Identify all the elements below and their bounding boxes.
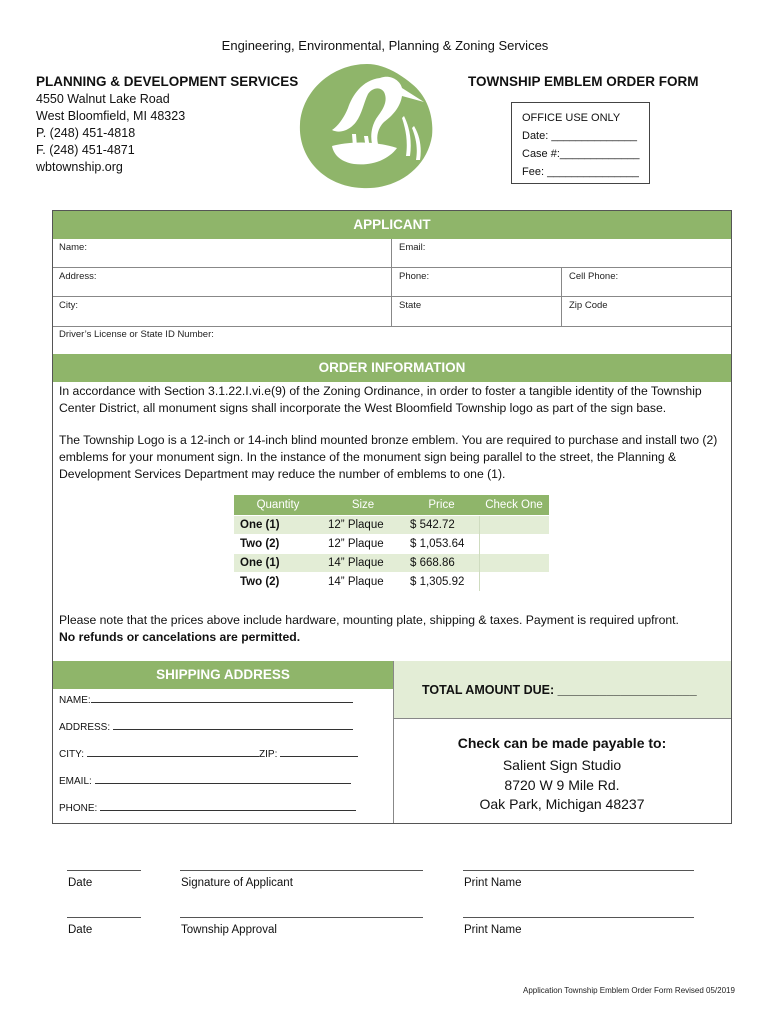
divider (53, 296, 731, 297)
order-paragraph-2: The Township Logo is a 12-inch or 14-inch blind mounted bronze emblem. You are required to purchase and install two (2) emblems for your monument sign. In the instance of the monument sign being parallel to the street, the Planning & Development Services Department may reduce the number of emblems to one (1). (59, 433, 718, 481)
print-name-line-1[interactable] (463, 870, 694, 871)
fax-number: F. (248) 451-4871 (36, 143, 135, 157)
row-size: 14” Plaque (322, 554, 404, 573)
office-use-date: Date: ______________ (522, 130, 637, 142)
shipping-city-label: CITY: (59, 749, 85, 760)
price-table (234, 495, 549, 591)
date-label-2: Date (68, 924, 93, 936)
print-name-line-2[interactable] (463, 917, 694, 918)
table-header-check-one: Check One (479, 495, 549, 516)
row-price: $ 1,305.92 (404, 573, 479, 592)
address-line-1: 4550 Walnut Lake Road (36, 92, 170, 106)
approval-label: Township Approval (181, 924, 277, 936)
township-approval-line[interactable] (180, 917, 423, 918)
row-quantity: Two (2) (234, 535, 322, 554)
order-paragraph-1: In accordance with Section 3.1.22.I.vi.e(9) of the Zoning Ordinance, in order to foster a tangible identity of the Township Center District, all monument signs shall incorporate the West Bloomfield Township logo as part of the sign base. (59, 384, 702, 415)
row-price: $ 1,053.64 (404, 535, 479, 554)
shipping-phone-field[interactable] (59, 800, 356, 814)
total-label: TOTAL AMOUNT DUE (422, 683, 551, 697)
phone-number: P. (248) 451-4818 (36, 126, 136, 140)
applicant-zip-field[interactable]: Zip Code (569, 300, 608, 311)
total-blank: : ____________________ (550, 683, 697, 697)
address-line-2: West Bloomfield, MI 48323 (36, 109, 186, 123)
print-name-label-2: Print Name (464, 924, 522, 936)
heron-emblem-logo (292, 56, 442, 192)
shipping-zip-label: ZIP: (259, 749, 278, 760)
applicant-address-field[interactable]: Address: (59, 271, 97, 282)
row-quantity: One (1) (234, 516, 322, 535)
applicant-phone-field[interactable]: Phone: (399, 271, 430, 282)
total-amount-due[interactable] (422, 683, 697, 697)
no-refunds-note: No refunds or cancelations are permitted. (59, 630, 301, 644)
footer-revision: Application Township Emblem Order Form Revised 05/2019 (523, 986, 735, 995)
check-one-cell[interactable] (479, 535, 549, 554)
office-use-box (511, 102, 650, 184)
table-header-price: Price (404, 495, 479, 516)
row-quantity: One (1) (234, 554, 322, 573)
table-row (234, 535, 549, 554)
payable-title: Check can be made payable to: (457, 735, 667, 751)
table-row (234, 573, 549, 592)
shipping-city-line[interactable] (87, 746, 259, 757)
order-section-header: ORDER INFORMATION (53, 354, 731, 382)
print-name-label-1: Print Name (464, 877, 522, 889)
table-row (234, 554, 549, 573)
date-line-1[interactable] (67, 870, 141, 871)
date-line-2[interactable] (67, 917, 141, 918)
form-title: TOWNSHIP EMBLEM ORDER FORM (468, 74, 699, 89)
payable-city: Oak Park, Michigan 48237 (479, 796, 645, 812)
date-label-1: Date (68, 877, 93, 889)
divider (53, 267, 731, 268)
row-quantity: Two (2) (234, 573, 322, 592)
office-use-fee: Fee: _______________ (522, 166, 639, 178)
table-header-size: Size (322, 495, 404, 516)
shipping-email-line[interactable] (95, 773, 351, 784)
row-size: 12” Plaque (322, 516, 404, 535)
org-address-block (36, 73, 298, 176)
website-link[interactable]: wbtownship.org (36, 160, 123, 174)
applicant-cell-phone-field[interactable]: Cell Phone: (569, 271, 619, 282)
divider (391, 239, 392, 327)
applicant-section-header: APPLICANT (53, 211, 731, 239)
office-use-case: Case #:_____________ (522, 148, 640, 160)
row-size: 12” Plaque (322, 535, 404, 554)
shipping-phone-label: PHONE: (59, 803, 98, 814)
shipping-address-label: ADDRESS: (59, 722, 111, 733)
payable-name: Salient Sign Studio (502, 757, 622, 773)
shipping-name-line[interactable] (91, 692, 353, 703)
shipping-section-header: SHIPPING ADDRESS (53, 661, 393, 689)
applicant-email-field[interactable]: Email: (399, 242, 426, 253)
price-note: Please note that the prices above include hardware, mounting plate, shipping & taxes. Payment is required upfront. (59, 613, 679, 627)
org-name: PLANNING & DEVELOPMENT SERVICES (36, 74, 299, 89)
shipping-name-label: NAME: (59, 695, 91, 706)
office-use-title: OFFICE USE ONLY (522, 112, 621, 124)
shipping-city-zip-field[interactable] (59, 746, 358, 760)
payable-street: 8720 W 9 Mile Rd. (504, 777, 620, 793)
row-size: 14” Plaque (322, 573, 404, 592)
table-header-quantity: Quantity (234, 495, 322, 516)
divider (561, 267, 562, 327)
shipping-name-field[interactable] (59, 692, 353, 706)
shipping-email-field[interactable] (59, 773, 351, 787)
department-line: Engineering, Environmental, Planning & Zoning Services (221, 38, 549, 53)
shipping-address-line[interactable] (113, 719, 353, 730)
check-one-cell[interactable] (479, 554, 549, 573)
check-one-cell[interactable] (479, 573, 549, 592)
price-table-header-row (234, 495, 549, 516)
shipping-zip-line[interactable] (280, 746, 358, 757)
table-row (234, 516, 549, 535)
check-one-cell[interactable] (479, 516, 549, 535)
total-amount-box (393, 661, 731, 719)
applicant-signature-line[interactable] (180, 870, 423, 871)
applicant-license-field[interactable]: Driver’s License or State ID Number: (59, 329, 214, 340)
applicant-name-field[interactable]: Name: (59, 242, 87, 253)
shipping-address-field[interactable] (59, 719, 353, 733)
applicant-state-field[interactable]: State (399, 300, 422, 311)
shipping-phone-line[interactable] (100, 800, 356, 811)
shipping-email-label: EMAIL: (59, 776, 92, 787)
signature-label: Signature of Applicant (181, 877, 293, 889)
row-price: $ 542.72 (404, 516, 479, 535)
row-price: $ 668.86 (404, 554, 479, 573)
applicant-city-field[interactable]: City: (59, 300, 78, 311)
divider (53, 326, 731, 327)
